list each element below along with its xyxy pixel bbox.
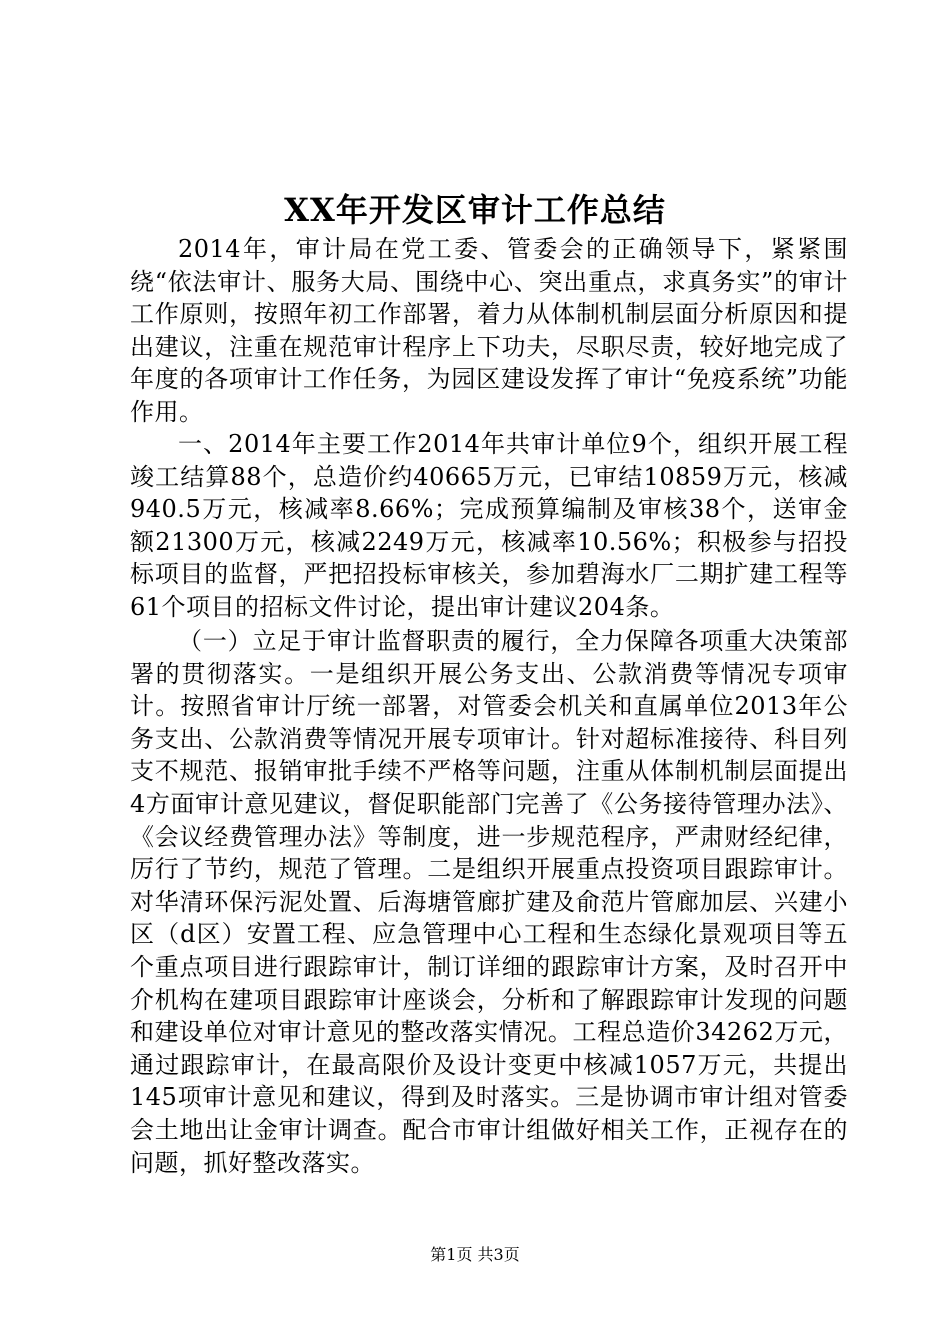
body-paragraph-main-work: 一、2014年主要工作2014年共审计单位9个，组织开展工程竣工结算88个，总造价约40665万元，已审结10859万元，核减940.5万元，核减率8.66%；完成预算编制及审核38个，送审金额21300万元，核减2249万元，核减率10.56%；积极参与招投标项目的监督，严把招投标审核关，参加碧海水厂二期扩建工程等61个项目的招标文件讨论，提出审计建议204条。 — [130, 430, 848, 621]
document-title: XX年开发区审计工作总结 — [284, 191, 666, 229]
page-number-footer: 第1页 共3页 — [430, 1245, 520, 1264]
body-paragraph-intro: 2014年，审计局在党工委、管委会的正确领导下，紧紧围绕“依法审计、服务大局、围绕中心、突出重点，求真务实”的审计工作原则，按照年初工作部署，着力从体制机制层面分析原因和提出建议，注重在规范审计程序上下功夫，尽职尽责，较好地完成了年度的各项审计工作任务，为园区建设发挥了审计“免疫系统”功能作用。 — [130, 235, 848, 426]
body-paragraph-section-one: （一）立足于审计监督职责的履行，全力保障各项重大决策部署的贯彻落实。一是组织开展公务支出、公款消费等情况专项审计。按照省审计厅统一部署，对管委会机关和直属单位2013年公务支出、公款消费等情况开展专项审计。针对超标准接待、科目列支不规范、报销审批手续不严格等问题，注重从体制机制层面提出4方面审计意见建议，督促职能部门完善了《公务接待管理办法》、《会议经费管理办法》等制度，进一步规范程序，严肃财经纪律，厉行了节约，规范了管理。二是组织开展重点投资项目跟踪审计。对华清环保污泥处置、后海塘管廊扩建及俞范片管廊加层、兴建小区（d区）安置工程、应急管理中心工程和生态绿化景观项目等五个重点项目进行跟踪审计，制订详细的跟踪审计方案，及时召开中介机构在建项目跟踪审计座谈会，分析和了解跟踪审计发现的问题和建设单位对审计意见的整改落实情况。工程总造价34262万元，通过跟踪审计，在最高限价及设计变更中核减1057万元，共提出145项审计意见和建议，得到及时落实。三是协调市审计组对管委会土地出让金审计调查。配合市审计组做好相关工作，正视存在的问题，抓好整改落实。 — [130, 627, 848, 1177]
